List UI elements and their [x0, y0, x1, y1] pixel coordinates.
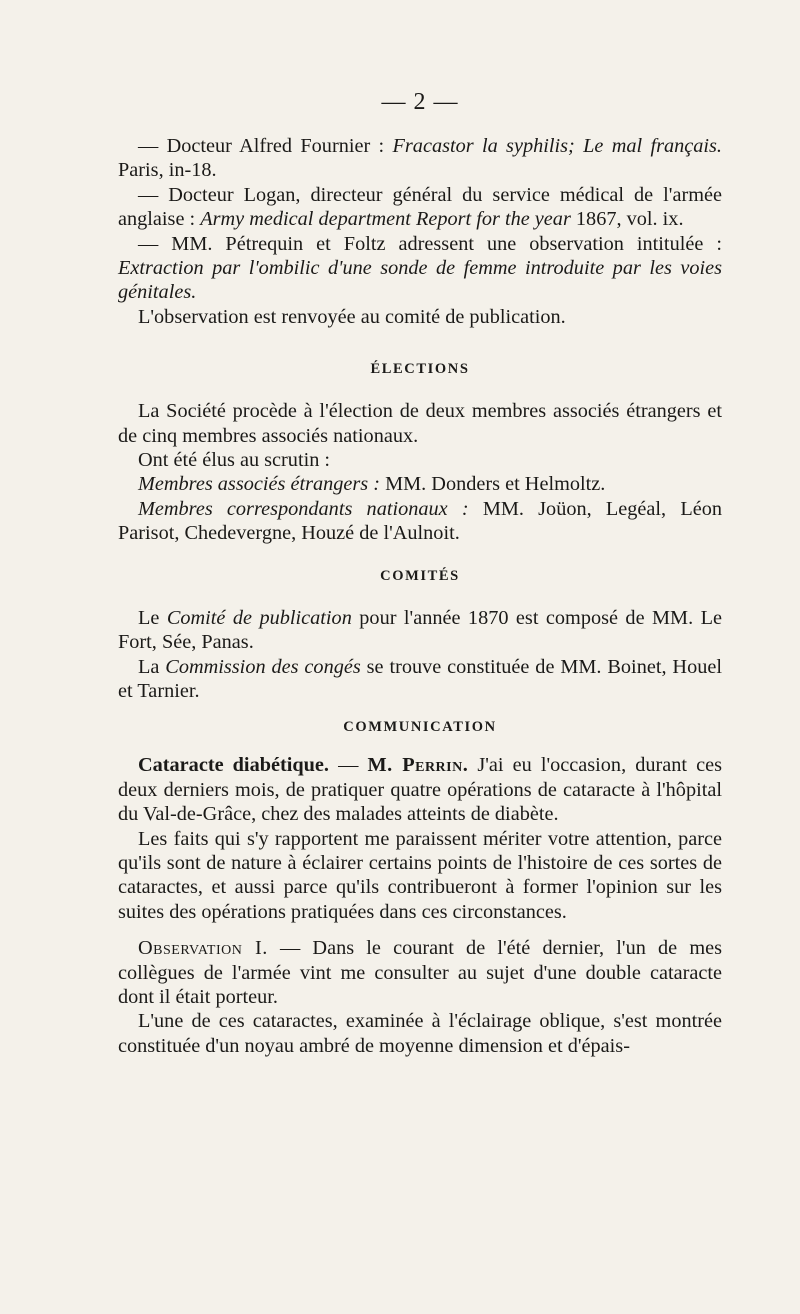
- dash: —: [329, 754, 368, 777]
- observation-title: Extraction par l'ombilic d'une sonde de femme introduite par les voies génitales.: [118, 257, 722, 304]
- paragraph-cataracte: [118, 753, 722, 826]
- paragraph-faits: Les faits qui s'y rapportent me paraissent mériter votre attention, parce qu'ils sont de nature à éclairer certains points de l'histoire de ces sortes de cataractes, et aussi parce qu'ils contribueront à former l'opinion sur les suites des opérations pratiquées dans ces circonstances.: [118, 827, 722, 923]
- paragraph-text: — Docteur Logan, directeur général du service médical de l'armée anglaise :: [118, 183, 722, 231]
- paragraph-fournier: [118, 134, 722, 183]
- section-heading-elections: ÉLECTIONS: [370, 361, 470, 378]
- member-names: MM. Donders et Helmoltz.: [380, 473, 606, 496]
- paragraph-associes-etrangers: [118, 472, 722, 496]
- section-heading-comites: COMITÉS: [380, 567, 460, 584]
- paragraph-scrutin: Ont été élus au scrutin :: [138, 449, 331, 472]
- paragraph-text: La: [138, 655, 166, 678]
- paragraph-renvoyee: L'observation est renvoyée au comité de publication.: [138, 305, 566, 328]
- member-category-label: Membres associés étrangers :: [138, 473, 381, 496]
- paragraph-text: 1867, vol. ix.: [570, 208, 684, 231]
- page-number: — 2 —: [381, 89, 459, 115]
- paragraph-text: Le: [138, 606, 167, 629]
- book-title: Army medical department Report for the year: [200, 208, 571, 231]
- paragraph-correspondants: [118, 497, 722, 546]
- paragraph-election: La Société procède à l'élection de deux membres associés étrangers et de cinq membres associés nationaux.: [118, 400, 722, 447]
- committee-name: Commission des congés: [165, 655, 361, 678]
- member-category-label: Membres correspondants nationaux :: [138, 497, 469, 520]
- paragraph-text: Paris, in-18.: [118, 159, 217, 182]
- paragraph-text: J'ai eu l'occasion, durant ces deux derniers mois, de pratiquer quatre opérations de cataracte à l'hôpital du Val-de-Grâce, chez des malades atteints de diabète.: [118, 754, 722, 826]
- paragraph-text: pour l'année 1870 est composé de MM. Le Fort, Sée, Panas.: [118, 606, 722, 654]
- document-page: [118, 88, 722, 1058]
- book-title: Fracastor la syphilis; Le mal français.: [392, 135, 723, 157]
- author-name: M. Perrin.: [367, 754, 469, 777]
- paragraph-text: se trouve constituée de MM. Boinet, Houel et Tarnier.: [118, 655, 723, 702]
- observation-label: Observation I.: [138, 937, 268, 960]
- paragraph-observation-1: [118, 936, 722, 1009]
- paragraph-text: — Dans le courant de l'été dernier, l'un de mes collègues de l'armée vint me consulter au sujet d'une double cataracte dont il était porteur.: [118, 937, 722, 1008]
- paragraph-text: — Docteur Alfred Fournier :: [138, 135, 393, 157]
- section-heading-communication: COMMUNICATION: [343, 719, 497, 736]
- communication-title: Cataracte diabétique.: [138, 754, 330, 777]
- member-names: MM. Joüon, Legéal, Léon Parisot, Chedevergne, Houzé de l'Aulnoit.: [118, 497, 722, 545]
- paragraph-cataractes-examinee: L'une de ces cataractes, examinée à l'éclairage oblique, s'est montrée constituée d'un noyau ambré de moyenne dimension et d'épais-: [118, 1010, 722, 1057]
- paragraph-text: — MM. Pétrequin et Foltz adressent une observation intitulée :: [138, 232, 722, 255]
- paragraph-commission-conges: [118, 655, 722, 704]
- paragraph-comite-publication: [118, 606, 722, 655]
- paragraph-logan: [118, 183, 722, 232]
- spacer: [118, 924, 722, 936]
- paragraph-petrequin: [118, 232, 722, 305]
- committee-name: Comité de publication: [166, 606, 352, 629]
